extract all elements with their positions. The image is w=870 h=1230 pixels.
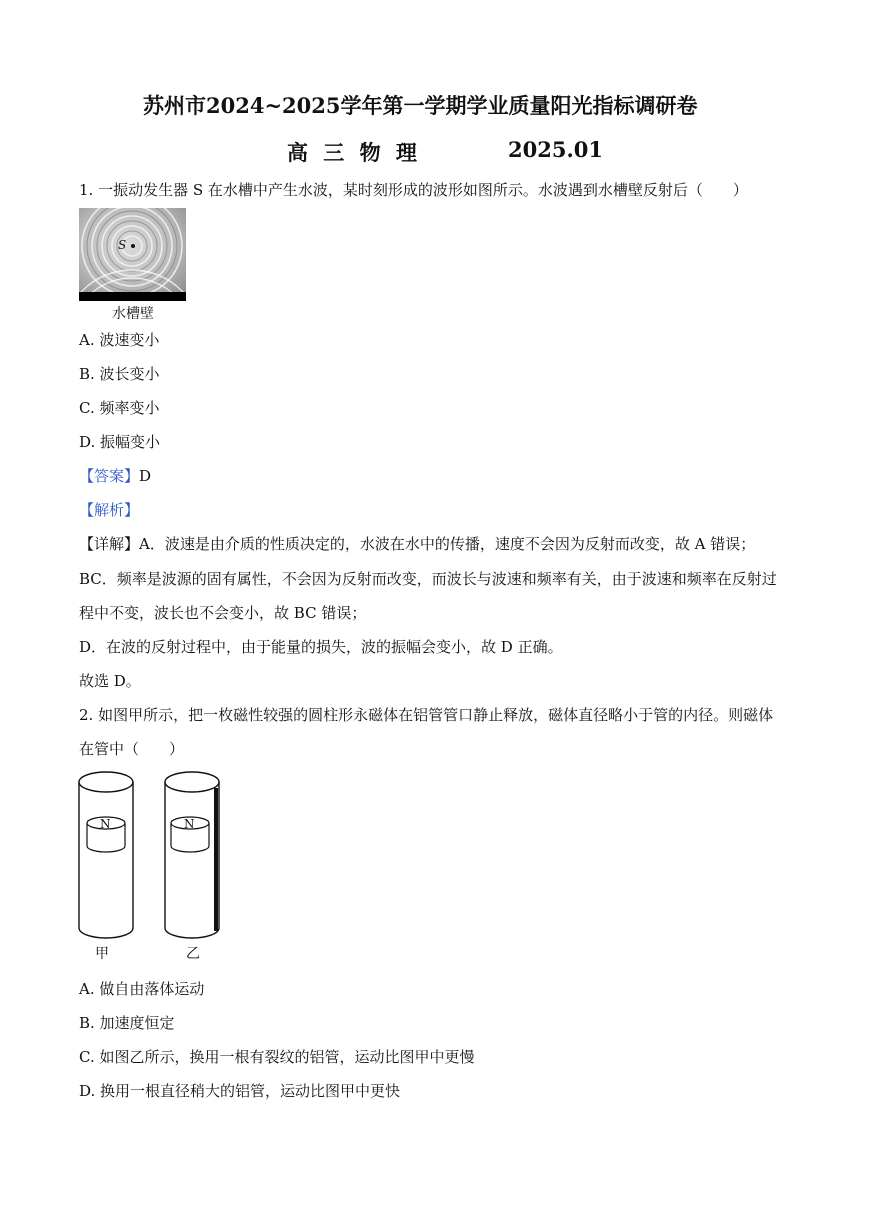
water-wave-image (79, 208, 186, 301)
detail-line-5: 故选 D。 (79, 672, 141, 690)
q1-option-c: C. 频率变小 (79, 399, 160, 417)
q1-stem: 1. 一振动发生器 S 在水槽中产生水波，某时刻形成的波形如图所示。水波遇到水槽壁反射后（ ） (79, 181, 748, 199)
subject-title: 高 三 物 理 (287, 140, 421, 165)
caption-jia: 甲 (95, 946, 109, 962)
detail-text: A．波速是由介质的性质决定的，水波在水中的传播，速度不会因为反射而改变，故 A 错误； (139, 535, 756, 553)
magnet-a-label: N (100, 817, 111, 831)
analysis-tag: 【解析】 (79, 501, 140, 519)
tube-b (165, 772, 219, 938)
detail-line-3: 程中不变，波长也不会变小，故 BC 错误； (79, 604, 367, 622)
answer-line (79, 465, 151, 486)
detail-tag: 【详解】 (79, 535, 140, 553)
tube-a (79, 772, 133, 938)
q2-option-c: C. 如图乙所示，换用一根有裂纹的铝管，运动比图甲中更慢 (79, 1048, 475, 1066)
aluminum-tube-figure (70, 768, 230, 968)
q1-option-b: B. 波长变小 (79, 365, 160, 383)
detail-line-4: D．在波的反射过程中，由于能量的损失，波的振幅会变小，故 D 正确。 (79, 638, 563, 656)
water-wave-figure (79, 208, 186, 301)
detail-line-1 (79, 533, 755, 554)
caption-yi: 乙 (186, 946, 200, 962)
q2-option-b: B. 加速度恒定 (79, 1014, 175, 1032)
answer-value: D (139, 467, 152, 485)
q2-stem-line1: 2. 如图甲所示，把一枚磁性较强的圆柱形永磁体在铝管管口静止释放，磁体直径略小于管的内径。则磁体 (79, 706, 774, 724)
crack-stripe (214, 788, 218, 931)
answer-tag: 【答案】 (79, 467, 140, 485)
q2-stem-line2: 在管中（ ） (79, 740, 185, 758)
figure-caption-tank-wall: 水槽壁 (112, 306, 154, 322)
q2-option-d: D. 换用一根直径稍大的铝管，运动比图甲中更快 (79, 1082, 401, 1100)
svg-text:S: S (118, 238, 127, 252)
detail-line-2: BC．频率是波源的固有属性，不会因为反射而改变，而波长与波速和频率有关，由于波速和频率在反射过 (79, 570, 777, 588)
q1-option-d: D. 振幅变小 (79, 433, 161, 451)
page-title: 苏州市2024~2025学年第一学期学业质量阳光指标调研卷 (143, 93, 698, 118)
q1-option-a: A. 波速变小 (79, 331, 160, 349)
magnet-b-label: N (184, 817, 195, 831)
exam-date: 2025.01 (508, 137, 603, 162)
q2-option-a: A. 做自由落体运动 (79, 980, 205, 998)
